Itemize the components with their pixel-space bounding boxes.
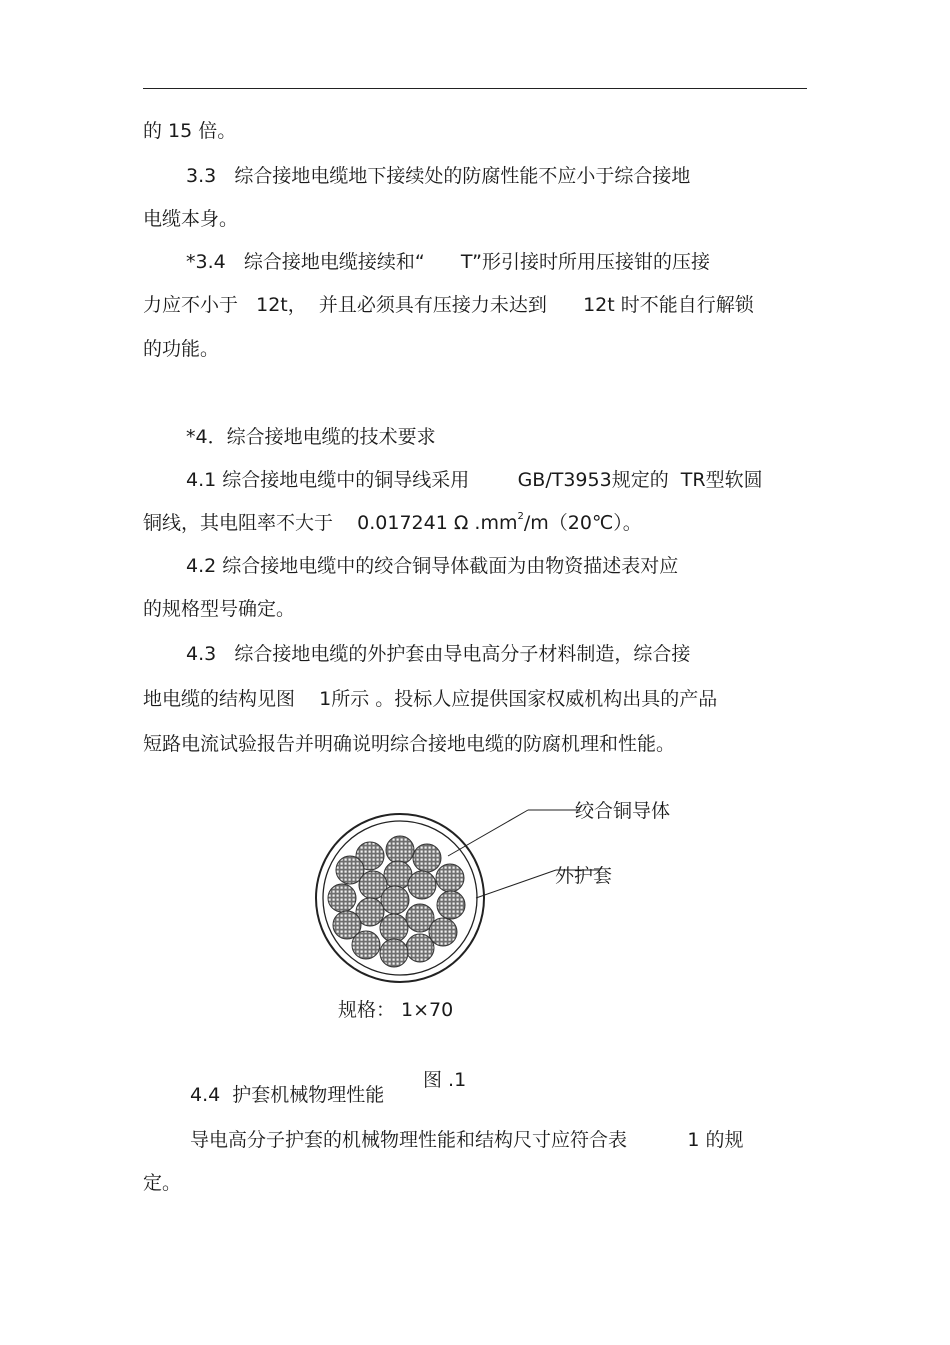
text-line-12: 4.3 综合接地电缆的外护套由导电高分子材料制造，综合接 <box>186 643 691 665</box>
strand <box>381 886 409 914</box>
strand <box>406 934 434 962</box>
text-line-8: 4.1 综合接地电缆中的铜导线采用 GB/T3953规定的 TR型软圆 <box>186 469 763 491</box>
text-line-11: 的规格型号确定。 <box>143 598 296 620</box>
strand <box>328 884 356 912</box>
text-line-13: 地电缆的结构见图 1所示 。投标人应提供国家权威机构出具的产品 <box>143 688 718 710</box>
text-line-17: 定。 <box>143 1172 182 1194</box>
subsection-heading: 4.4 护套机械物理性能 <box>190 1084 385 1106</box>
leader-line-conductor <box>448 810 528 856</box>
figure-spec: 规格： 1×70 <box>338 999 454 1021</box>
text-line-9: 铜线，其电阻率不大于 0.017241 Ω $.mm^2/m(20℃)$。 <box>143 510 642 534</box>
leader-line-sheath <box>476 870 556 898</box>
text-line-16: 导电高分子护套的机械物理性能和结构尺寸应符合表 1 的规 <box>190 1129 744 1151</box>
text-line-3: 电缆本身。 <box>143 208 239 230</box>
strand <box>413 844 441 872</box>
header-rule <box>143 88 807 89</box>
cable-cross-section-figure <box>300 790 720 1040</box>
label-sheath: 外护套 <box>555 865 613 887</box>
text-line-4: *3.4 综合接地电缆接续和“ T”形引接时所用压接钳的压接 <box>186 251 710 273</box>
strand <box>437 891 465 919</box>
section-heading: *4．综合接地电缆的技术要求 <box>186 426 436 448</box>
strand <box>386 836 414 864</box>
text-line-10: 4.2 综合接地电缆中的绞合铜导体截面为由物资描述表对应 <box>186 555 679 577</box>
text-line-1: 的 15 倍。 <box>143 120 237 142</box>
label-conductor: 绞合铜导体 <box>575 800 671 822</box>
strand <box>436 864 464 892</box>
text-line-5: 力应不小于 12t， 并且必须具有压接力未达到 12t 时不能自行解锁 <box>143 294 754 316</box>
text-line-6: 的功能。 <box>143 338 220 360</box>
text-line-2: 3.3 综合接地电缆地下接续处的防腐性能不应小于综合接地 <box>186 165 691 187</box>
text-line-14: 短路电流试验报告并明确说明综合接地电缆的防腐机理和性能。 <box>143 733 676 755</box>
strand <box>380 914 408 942</box>
strand <box>408 871 436 899</box>
strand <box>380 939 408 967</box>
strand <box>352 931 380 959</box>
figure-caption: 图 .1 <box>423 1069 467 1091</box>
strand <box>429 918 457 946</box>
